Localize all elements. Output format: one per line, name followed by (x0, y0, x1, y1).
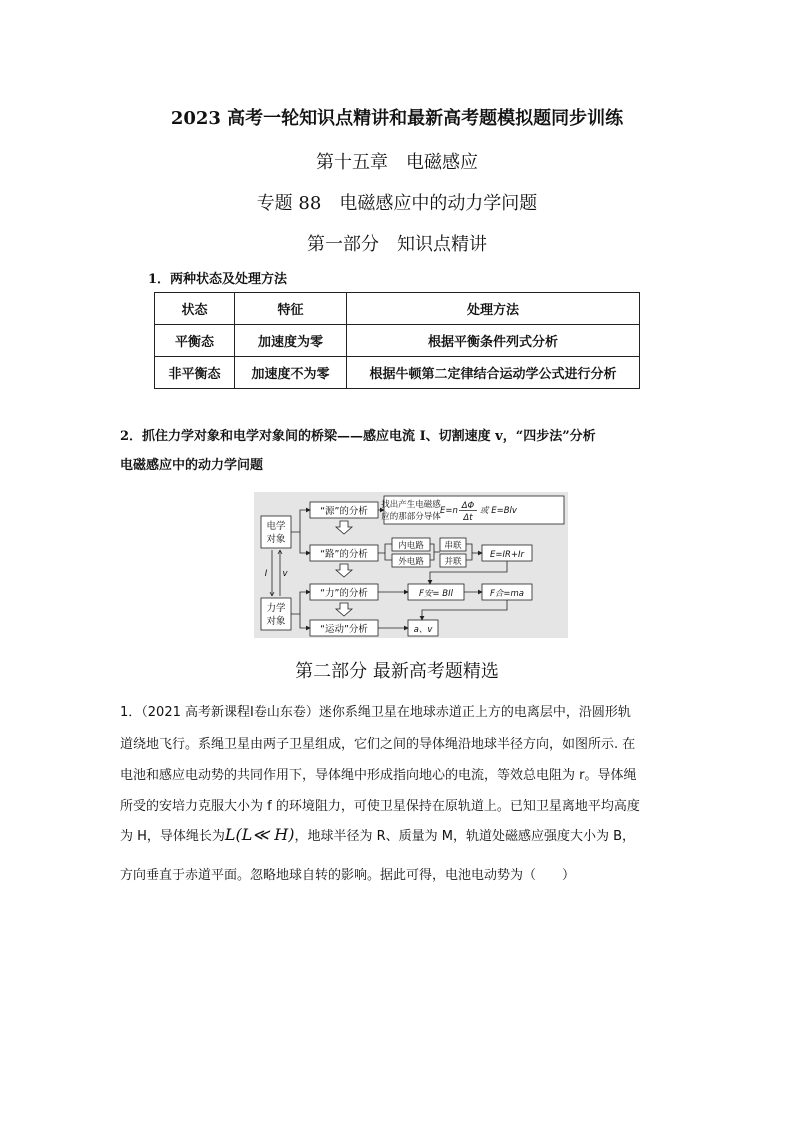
table-cell: 根据牛顿第二定律结合运动学公式进行分析 (347, 357, 640, 389)
circuit-eq-label: E=IR+Ir (489, 550, 525, 560)
emf-left: E=n (440, 506, 458, 516)
source-desc-2: 应的那部分导体 (381, 512, 441, 522)
four-step-flowchart (254, 492, 568, 638)
question-line: 道绕地飞行。系绳卫星由两子卫星组成，它们之间的导体绳沿地球半径方向，如图所示. 在 (120, 737, 636, 752)
down-arrow-icon (336, 564, 352, 577)
road-label: “路”的分析 (320, 549, 368, 560)
mech-object-label-1: 力学 (266, 603, 286, 614)
table-cell: 非平衡态 (155, 357, 235, 389)
source-label: “源”的分析 (320, 506, 368, 517)
ampere-label: F安= BIl (419, 589, 453, 599)
electric-object-label-2: 对象 (266, 534, 286, 545)
table-cell: 平衡态 (155, 325, 235, 357)
four-step-diagram (254, 492, 568, 638)
question-line: 电池和感应电动势的共同作用下，导体绳中形成指向地心的电流，等效总电阻为 r。导体绳 (120, 768, 637, 783)
electric-object-label-1: 电学 (266, 521, 286, 532)
question-line-with-formula (120, 825, 680, 844)
table-header-row (155, 293, 640, 325)
current-label: I (264, 569, 268, 579)
newton-label: F合=ma (489, 589, 525, 599)
question-line: 方向垂直于赤道平面。忽略地球自转的影响。据此可得，电池电动势为（ ） (120, 868, 576, 883)
part2-title: 第二部分 最新高考题精选 (295, 661, 499, 682)
emf-denominator: Δt (463, 513, 473, 523)
table-header-cell: 状态 (155, 293, 235, 325)
outer-circuit-label: 外电路 (398, 557, 424, 567)
section2-line2: 电磁感应中的动力学问题 (120, 458, 264, 473)
part1-title: 第一部分 知识点精讲 (307, 234, 487, 255)
question-line: 所受的安培力克服大小为 f 的环境阻力，可使卫星保持在原轨道上。已知卫星离地平均高度 (120, 799, 640, 814)
question-text: ，地球半径为 R、质量为 M，轨道处磁感应强度大小为 B， (294, 829, 636, 844)
emf-right: 或 E=Blv (480, 506, 517, 516)
states-table (154, 292, 640, 389)
topic-title: 专题 88 电磁感应中的动力学问题 (256, 193, 538, 214)
series-label: 串联 (444, 541, 462, 551)
question-line: 1．（2021 高考新课程Ⅰ卷山东卷）迷你系绳卫星在地球赤道正上方的电离层中，沿圆形轨 (120, 705, 631, 720)
table-row (155, 325, 640, 357)
table-cell: 加速度不为零 (235, 357, 347, 389)
down-arrow-icon (336, 521, 352, 534)
table-header-cell: 特征 (235, 293, 347, 325)
table-cell: 加速度为零 (235, 325, 347, 357)
velocity-label: v (282, 569, 288, 579)
length-formula: L(L≪ H) (224, 825, 295, 844)
emf-numerator: ΔΦ (461, 501, 475, 511)
force-label: “力”的分析 (320, 588, 368, 599)
mech-object-label-2: 对象 (266, 616, 286, 627)
question-text: 为 H，导体绳长为 (120, 829, 225, 844)
av-label: a、v (413, 625, 433, 635)
source-desc-1: 找出产生电磁感 (381, 500, 441, 510)
section1-heading: 1．两种状态及处理方法 (148, 272, 288, 287)
down-arrow-icon (336, 603, 352, 616)
chapter-title: 第十五章 电磁感应 (316, 152, 478, 173)
motion-label: “运动”分析 (320, 624, 368, 635)
table-row (155, 357, 640, 389)
table-header-cell: 处理方法 (347, 293, 640, 325)
inner-circuit-label: 内电路 (398, 541, 424, 551)
table-cell: 根据平衡条件列式分析 (347, 325, 640, 357)
doc-title: 2023 高考一轮知识点精讲和最新高考题模拟题同步训练 (170, 108, 624, 129)
section2-line1: 2．抓住力学对象和电学对象间的桥梁——感应电流 I、切割速度 v，“四步法”分析 (120, 429, 596, 444)
parallel-label: 并联 (444, 557, 462, 567)
